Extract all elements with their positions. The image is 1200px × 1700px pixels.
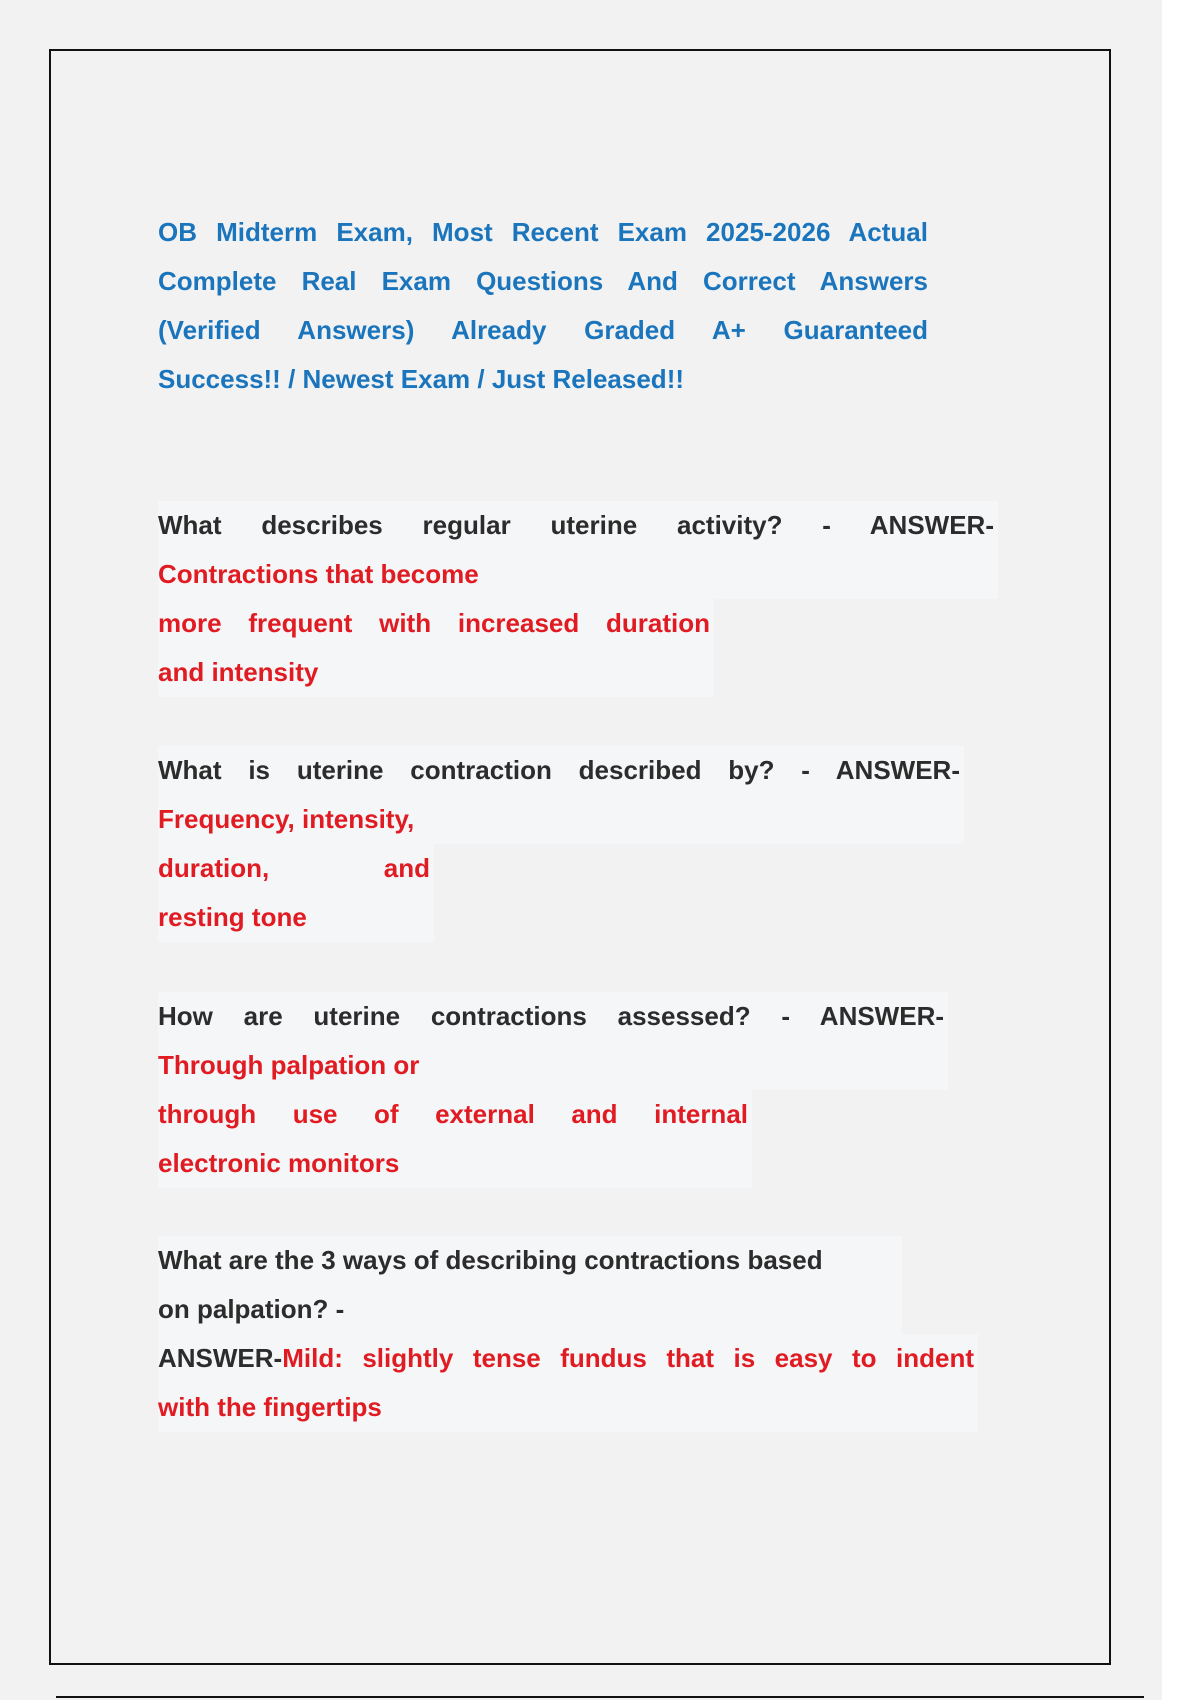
- next-page-edge: [56, 1696, 1144, 1698]
- qa-4-answer-label: ANSWER-: [158, 1343, 283, 1373]
- qa-1-answer-line-1: Contractions that become: [158, 559, 479, 589]
- qa-4-question-line-2: on palpation? -: [158, 1294, 345, 1324]
- qa-item-3: [158, 992, 948, 1188]
- qa-2-answer-line-1: Frequency, intensity,: [158, 804, 415, 834]
- page-margin-strip: [1162, 0, 1200, 1700]
- qa-3-answer-line-2: through use of external and internal: [158, 1099, 748, 1129]
- qa-item-4: [158, 1236, 978, 1432]
- title-line-3: (Verified Answers) Already Graded A+ Guaranteed: [158, 315, 928, 345]
- qa-1-question-band: [158, 501, 998, 599]
- qa-item-2: [158, 746, 964, 942]
- qa-3-answer-band: [158, 1090, 752, 1188]
- qa-4-answer-line-2: with the fingertips: [158, 1392, 382, 1422]
- qa-4-question-band: [158, 1236, 902, 1334]
- title-line-4-part-a: Success!!: [158, 364, 281, 394]
- qa-3-question: How are uterine contractions assessed? - ANSWER-: [158, 1001, 944, 1031]
- qa-3-question-band: [158, 992, 948, 1090]
- title-line-4-part-b: / Newest Exam / Just Released!!: [280, 364, 685, 394]
- qa-4-answer-line-1: [158, 1334, 974, 1383]
- qa-1-answer-line-3: and intensity: [158, 657, 319, 687]
- qa-1-answer-line-2: more frequent with increased duration: [158, 608, 710, 638]
- qa-1-answer-band: [158, 599, 714, 697]
- qa-4-answer-text-1: Mild: slightly tense fundus that is easy to indent: [282, 1343, 974, 1373]
- qa-2-answer-line-2: duration, and: [158, 853, 430, 883]
- qa-3-answer-line-3: electronic monitors: [158, 1148, 400, 1178]
- title-line-2: Complete Real Exam Questions And Correct Answers: [158, 266, 928, 296]
- qa-4-question-line-1: What are the 3 ways of describing contractions based: [158, 1245, 823, 1275]
- qa-item-1: [158, 501, 998, 697]
- qa-2-question: What is uterine contraction described by? - ANSWER-: [158, 755, 960, 785]
- qa-1-question: What describes regular uterine activity? - ANSWER-: [158, 510, 994, 540]
- document-title: [158, 208, 928, 404]
- title-line-1: OB Midterm Exam, Most Recent Exam 2025-2026 Actual: [158, 217, 928, 247]
- qa-2-answer-band: [158, 844, 434, 942]
- title-line-4: [158, 355, 928, 404]
- qa-4-answer-band: [158, 1334, 978, 1432]
- qa-3-answer-line-1: Through palpation or: [158, 1050, 420, 1080]
- qa-2-question-band: [158, 746, 964, 844]
- qa-2-answer-line-3: resting tone: [158, 902, 307, 932]
